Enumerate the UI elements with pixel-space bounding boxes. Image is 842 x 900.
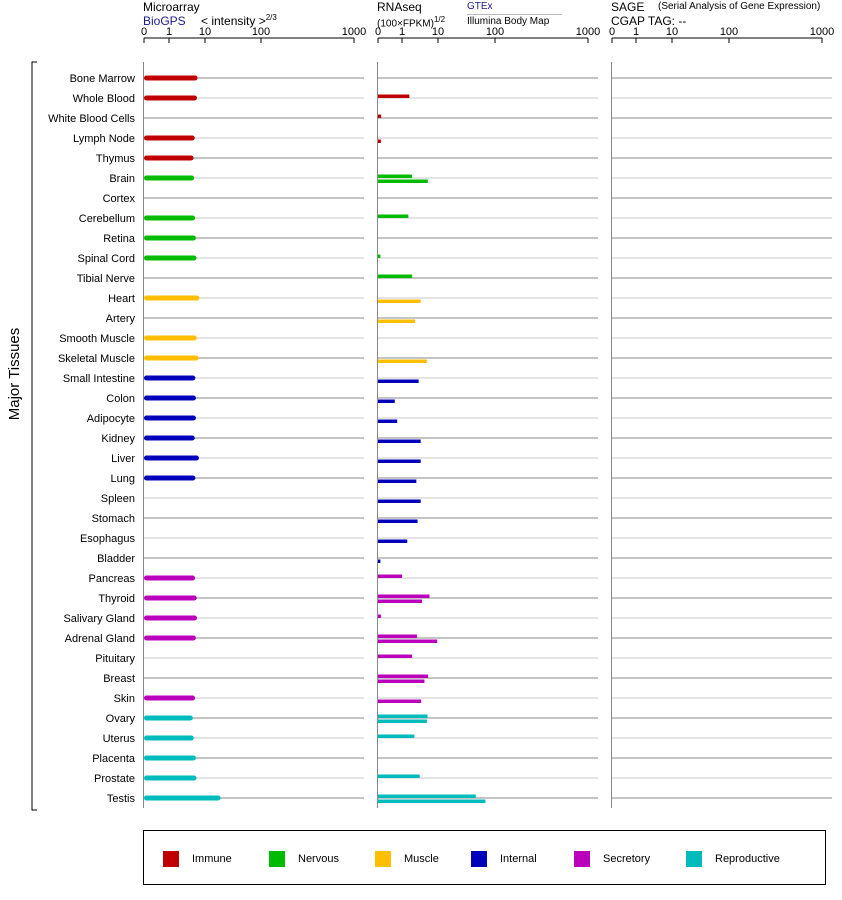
- legend-item-immune: [163, 850, 232, 868]
- rnaseq-illumina-bar: [378, 420, 397, 424]
- sage-description: (Serial Analysis of Gene Expression): [658, 1, 821, 12]
- axis-tick-label-1-0: 0: [374, 26, 382, 38]
- microarray-bar: [144, 236, 196, 241]
- tissue-label: Whole Blood: [72, 93, 135, 105]
- tissue-label: Adrenal Gland: [64, 633, 135, 645]
- microarray-bar: [144, 296, 199, 301]
- rnaseq-illumina-bar: [378, 680, 424, 684]
- microarray-bar: [144, 136, 195, 141]
- rnaseq-gtex-bar: [378, 595, 429, 599]
- legend-item-muscle: [375, 850, 439, 868]
- gtex-link[interactable]: GTEx: [467, 1, 493, 12]
- legend: [143, 830, 826, 885]
- tissue-label: Cortex: [102, 193, 135, 205]
- tissue-label: Ovary: [105, 713, 135, 725]
- legend-item-nervous: [269, 850, 339, 868]
- legend-swatch: [574, 851, 590, 867]
- rnaseq-gtex-bar: [378, 715, 427, 719]
- legend-label: Immune: [192, 853, 232, 865]
- tissue-label: Adipocyte: [86, 413, 135, 425]
- microarray-bar: [144, 756, 196, 761]
- axis-tick-label-1-1: 1: [398, 26, 406, 38]
- axis-tick-label-1-2: 10: [431, 26, 445, 38]
- tissue-label: Pituitary: [95, 653, 135, 665]
- axis-tick-label-2-1: 1: [632, 26, 640, 38]
- tissue-label: Stomach: [91, 513, 135, 525]
- tissue-label: Tibial Nerve: [76, 273, 135, 285]
- microarray-bar: [144, 436, 195, 441]
- intensity-exponent: 2/3: [265, 13, 277, 22]
- rnaseq-title: RNAseq: [377, 0, 422, 14]
- tissue-label: Skin: [113, 693, 135, 705]
- tissue-label: Retina: [103, 233, 135, 245]
- tissue-label: Brain: [109, 173, 135, 185]
- rnaseq-gtex-bar: [378, 175, 412, 179]
- tissue-label: Heart: [108, 293, 135, 305]
- rnaseq-illumina-bar: [378, 140, 381, 144]
- tissue-label: Spinal Cord: [77, 253, 135, 265]
- axis-tick-label-0-2: 10: [198, 26, 212, 38]
- rnaseq-illumina-bar: [378, 500, 421, 504]
- microarray-bar: [144, 176, 194, 181]
- rnaseq-illumina-bar: [378, 800, 485, 804]
- microarray-bar: [144, 716, 193, 721]
- rnaseq-gtex-bar: [378, 215, 408, 219]
- microarray-bar: [144, 696, 195, 701]
- tissue-label: Salivary Gland: [63, 613, 135, 625]
- legend-item-reproductive: [686, 850, 780, 868]
- tissue-label: Bladder: [97, 553, 135, 565]
- rnaseq-gtex-bar: [378, 635, 417, 639]
- tissue-label: Uterus: [102, 733, 135, 745]
- microarray-bar: [144, 156, 194, 161]
- microarray-bar: [144, 736, 194, 741]
- tissue-label: Bone Marrow: [69, 73, 135, 85]
- rnaseq-illumina-bar: [378, 180, 428, 184]
- microarray-title: Microarray: [143, 0, 200, 14]
- legend-swatch: [471, 851, 487, 867]
- fpkm-label: [377, 15, 445, 29]
- tissue-label: Small Intestine: [62, 373, 135, 385]
- rnaseq-gtex-bar: [378, 575, 402, 579]
- tissue-label: Smooth Muscle: [59, 333, 135, 345]
- rnaseq-illumina-bar: [378, 600, 422, 604]
- tissue-label: Breast: [103, 673, 135, 685]
- microarray-bar: [144, 616, 197, 621]
- legend-label: Reproductive: [715, 853, 780, 865]
- microarray-bar: [144, 336, 197, 341]
- legend-label: Internal: [500, 853, 537, 865]
- rnaseq-gtex-bar: [378, 95, 409, 99]
- axis-tick-label-0-0: 0: [140, 26, 148, 38]
- microarray-bar: [144, 456, 199, 461]
- microarray-bar: [144, 636, 196, 641]
- microarray-bar: [144, 776, 196, 781]
- rnaseq-gtex-bar: [378, 795, 476, 799]
- microarray-bar: [144, 76, 198, 81]
- rnaseq-gtex-bar: [378, 735, 414, 739]
- rnaseq-illumina-bar: [378, 700, 421, 704]
- tissue-label: Spleen: [100, 493, 135, 505]
- tissue-label: Lymph Node: [73, 133, 135, 145]
- tissue-label: Prostate: [94, 773, 135, 785]
- legend-swatch: [686, 851, 702, 867]
- tissue-label: Artery: [105, 313, 135, 325]
- axis-tick-label-2-3: 100: [719, 26, 739, 38]
- tissue-label: Liver: [111, 453, 135, 465]
- gtex-divider: [467, 14, 562, 15]
- rnaseq-illumina-bar: [378, 640, 437, 644]
- rnaseq-gtex-bar: [378, 615, 381, 619]
- rnaseq-illumina-bar: [378, 300, 421, 304]
- legend-label: Nervous: [298, 853, 339, 865]
- microarray-bar: [144, 96, 197, 101]
- axis-tick-label-0-3: 100: [251, 26, 271, 38]
- axis-tick-label-1-3: 100: [485, 26, 505, 38]
- rnaseq-gtex-bar: [378, 115, 381, 119]
- legend-label: Secretory: [603, 853, 651, 865]
- fpkm-text: (100×FPKM): [377, 18, 434, 30]
- illumina-label: Illumina Body Map: [467, 16, 550, 27]
- rnaseq-gtex-bar: [378, 255, 380, 259]
- axis-tick-label-2-2: 10: [665, 26, 679, 38]
- fpkm-exponent: 1/2: [433, 15, 446, 24]
- tissue-label: Thymus: [95, 153, 135, 165]
- sage-title: SAGE: [611, 0, 645, 14]
- microarray-bar: [144, 396, 196, 401]
- legend-item-internal: [471, 850, 537, 868]
- legend-swatch: [163, 851, 179, 867]
- legend-label: Muscle: [404, 853, 439, 865]
- rnaseq-illumina-bar: [378, 480, 416, 484]
- axis-tick-label-2-0: 0: [608, 26, 616, 38]
- tissue-label: Esophagus: [79, 533, 135, 545]
- tissue-label: Colon: [106, 393, 135, 405]
- rnaseq-illumina-bar: [378, 380, 419, 384]
- microarray-bar: [144, 476, 195, 481]
- legend-swatch: [375, 851, 391, 867]
- rnaseq-illumina-bar: [378, 720, 427, 724]
- microarray-bar: [144, 376, 195, 381]
- microarray-bar: [144, 576, 195, 581]
- rnaseq-gtex-bar: [378, 275, 412, 279]
- legend-swatch: [269, 851, 285, 867]
- rnaseq-illumina-bar: [378, 520, 418, 524]
- tissue-label: Lung: [110, 473, 135, 485]
- axis-tick-label-0-4: 1000: [341, 26, 367, 38]
- rnaseq-illumina-bar: [378, 320, 415, 324]
- tissue-label: Pancreas: [88, 573, 135, 585]
- axis-tick-label-1-4: 1000: [575, 26, 601, 38]
- tissue-label: Cerebellum: [78, 213, 135, 225]
- intensity-text: < intensity >: [201, 14, 266, 28]
- rnaseq-gtex-bar: [378, 775, 420, 779]
- rnaseq-illumina-bar: [378, 440, 421, 444]
- microarray-bar: [144, 256, 196, 261]
- rnaseq-illumina-bar: [378, 360, 427, 364]
- side-label: Major Tissues: [6, 327, 23, 421]
- rnaseq-illumina-bar: [378, 560, 380, 564]
- microarray-bar: [144, 796, 221, 801]
- tissue-label: Thyroid: [98, 593, 135, 605]
- microarray-bar: [144, 596, 197, 601]
- microarray-bar: [144, 416, 196, 421]
- cgap-tag-label: CGAP TAG: --: [611, 14, 687, 28]
- tissue-bracket: [32, 62, 37, 810]
- legend-item-secretory: [574, 850, 650, 868]
- intensity-label: [201, 13, 277, 28]
- axis-tick-label-2-4: 1000: [809, 26, 835, 38]
- tissue-label: Skeletal Muscle: [57, 353, 135, 365]
- rnaseq-illumina-bar: [378, 540, 407, 544]
- biogps-link[interactable]: BioGPS: [143, 14, 186, 28]
- rnaseq-gtex-bar: [378, 655, 412, 659]
- tissue-label: White Blood Cells: [48, 113, 135, 125]
- tissue-label: Placenta: [92, 753, 135, 765]
- axis-tick-label-0-1: 1: [165, 26, 173, 38]
- rnaseq-illumina-bar: [378, 460, 421, 464]
- rnaseq-illumina-bar: [378, 400, 395, 404]
- rnaseq-gtex-bar: [378, 675, 428, 679]
- tissue-label: Testis: [106, 793, 135, 805]
- microarray-bar: [144, 216, 195, 221]
- microarray-bar: [144, 356, 199, 361]
- tissue-label: Kidney: [101, 433, 135, 445]
